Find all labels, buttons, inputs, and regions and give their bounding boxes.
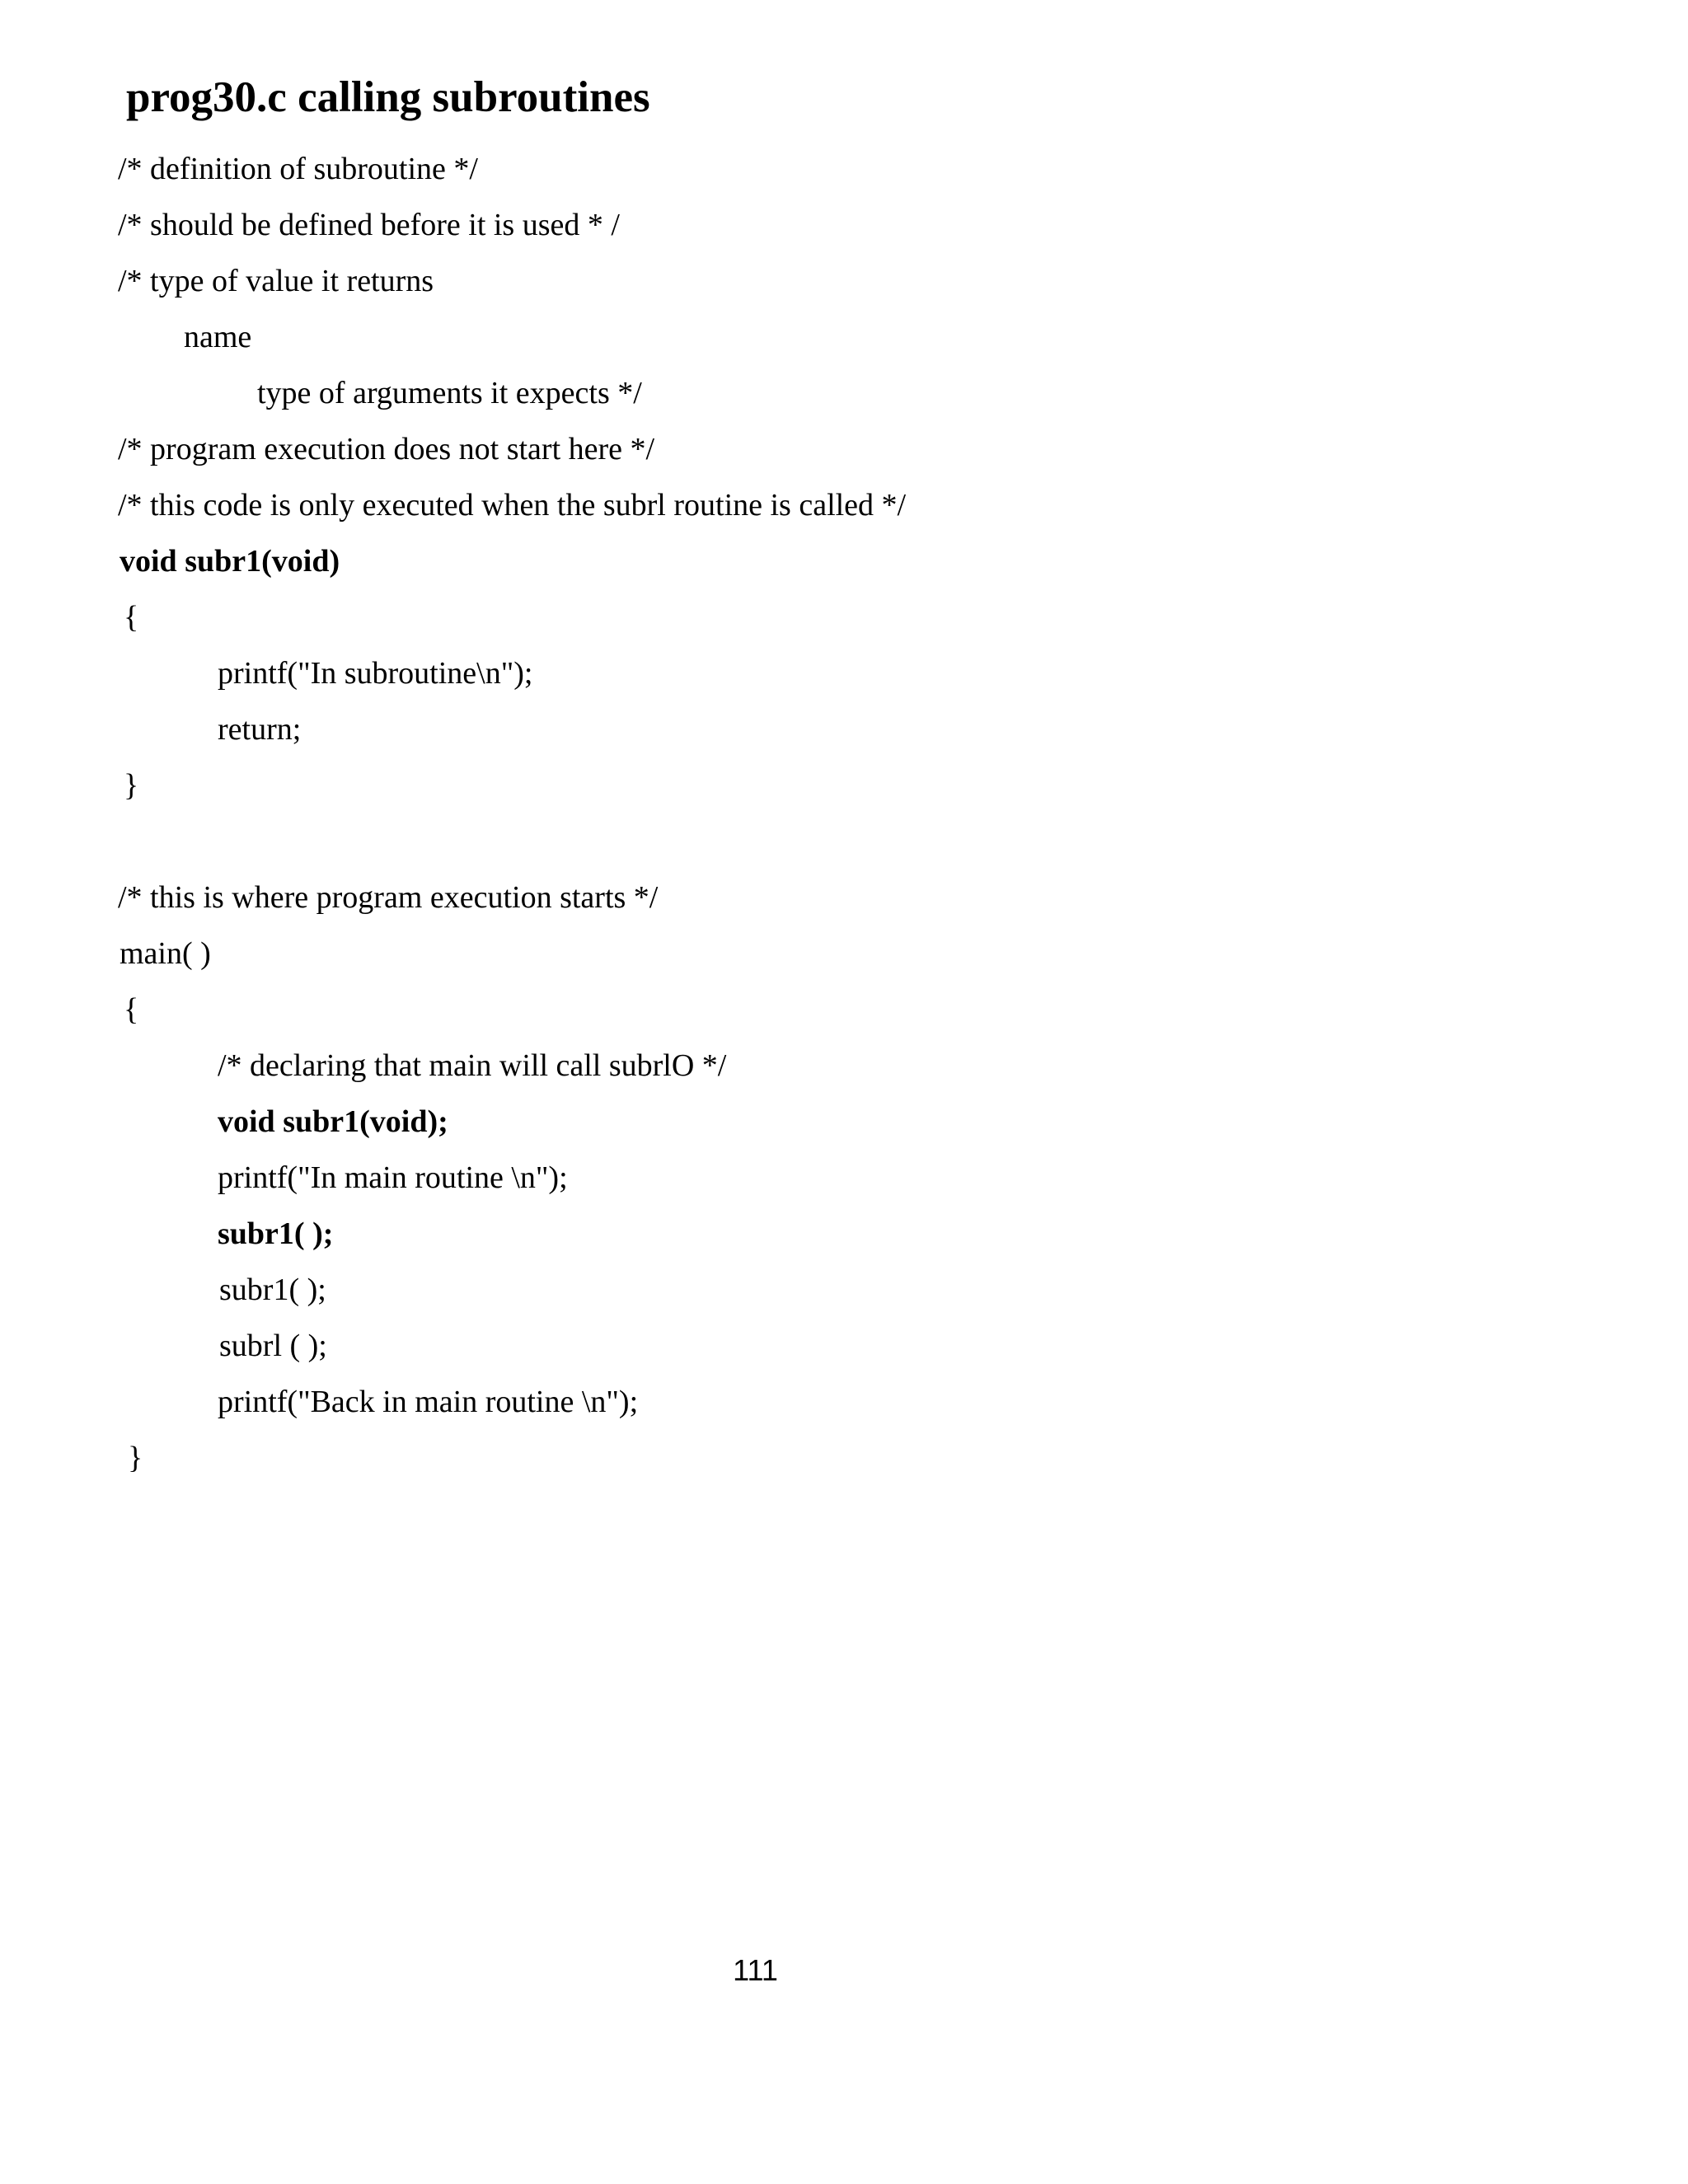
code-line: /* declaring that main will call subrlO */ [218,1048,727,1083]
code-line: void subr1(void) [120,544,340,579]
code-line: { [124,600,139,635]
code-line: } [124,768,139,803]
page-number: 111 [733,1953,778,1987]
code-line: printf("In subroutine\n"); [218,656,533,691]
code-line: type of arguments it expects */ [257,376,642,410]
code-line: subrl ( ); [219,1329,327,1363]
code-line: subr1( ); [218,1216,334,1251]
code-line: /* type of value it returns [118,264,434,298]
code-line: printf("Back in main routine \n"); [218,1385,639,1419]
code-line: { [124,992,139,1027]
code-line: name [184,320,252,354]
code-line: /* definition of subroutine */ [118,152,478,186]
page-title: prog30.c calling subroutines [126,73,650,121]
code-line: /* this is where program execution starts */ [118,880,659,915]
code-line: subr1( ); [219,1272,326,1307]
code-line: main( ) [120,936,211,971]
code-line: /* program execution does not start here */ [118,432,655,466]
code-line: /* should be defined before it is used * / [118,208,620,242]
code-line: return; [218,712,302,747]
code-line: printf("In main routine \n"); [218,1160,568,1195]
code-line: void subr1(void); [218,1104,448,1139]
code-line: } [128,1441,143,1475]
code-line: /* this code is only executed when the subrl routine is called */ [118,488,907,523]
